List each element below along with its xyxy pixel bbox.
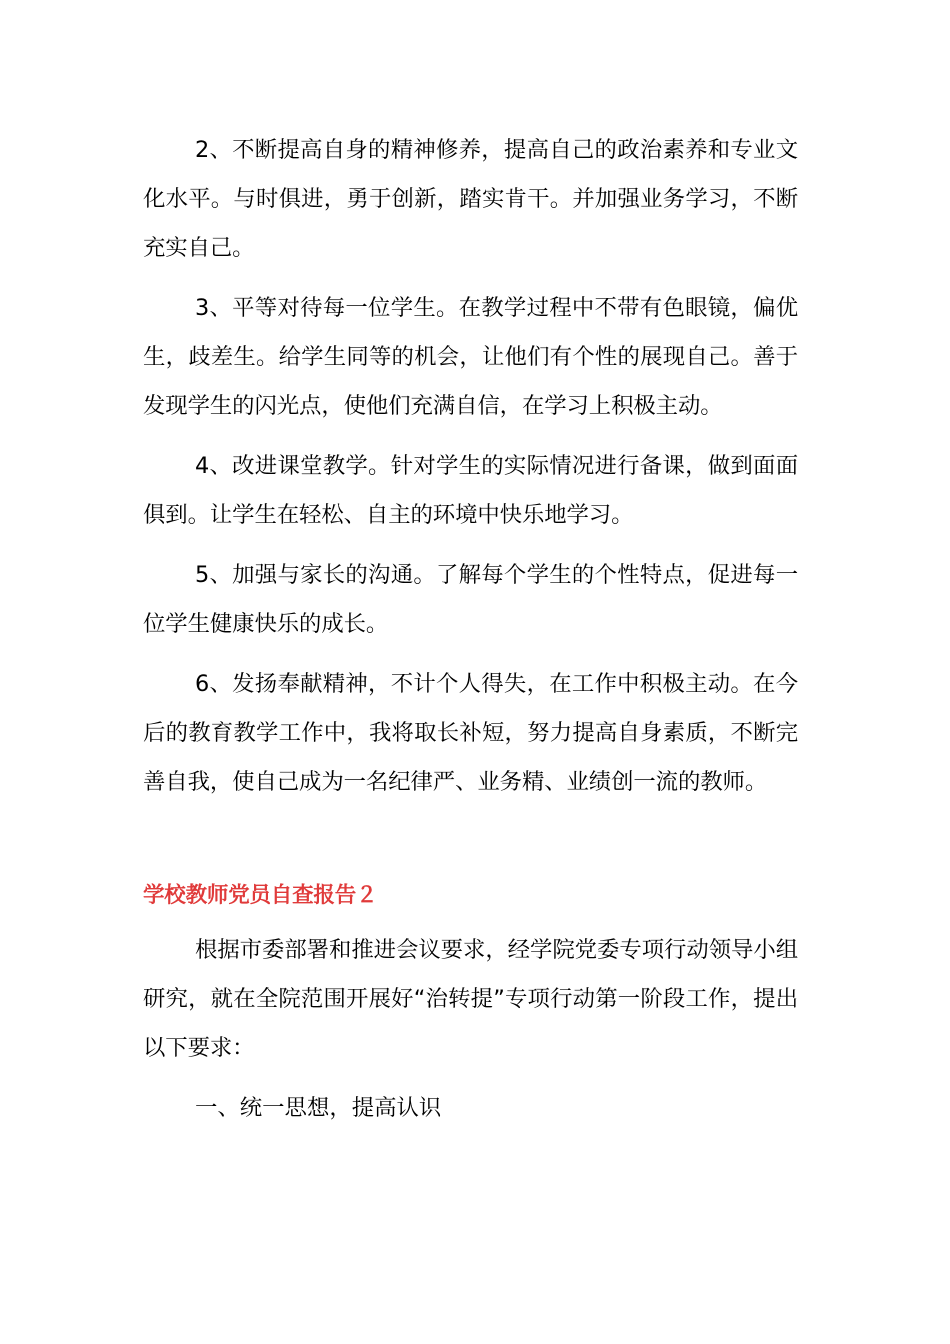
section-title: 学校教师党员自查报告２ xyxy=(143,883,378,908)
paragraph-item-2: 2、不断提高自身的精神修养，提高自己的政治素养和专业文化水平。与时俱进，勇于创新，踏实肯干。并加强业务学习，不断充实自己。 xyxy=(143,137,798,261)
paragraph-item-3: 3、平等对待每一位学生。在教学过程中不带有色眼镜，偏优生，歧差生。给学生同等的机会，让他们有个性的展现自己。善于发现学生的闪光点，使他们充满自信，在学习上积极主动。 xyxy=(143,295,798,419)
document-page xyxy=(143,126,798,1133)
paragraph-item-6: 6、发扬奉献精神，不计个人得失，在工作中积极主动。在今后的教育教学工作中，我将取长补短，努力提高自身素质，不断完善自我，使自己成为一名纪律严、业务精、业绩创一流的教师。 xyxy=(143,671,798,795)
paragraph-item-5: 5、加强与家长的沟通。了解每个学生的个性特点，促进每一位学生健康快乐的成长。 xyxy=(143,562,798,637)
section-spacer xyxy=(143,818,798,876)
intro-paragraph: 根据市委部署和推进会议要求，经学院党委专项行动领导小组研究，就在全院范围开展好“治转提”专项行动第一阶段工作，提出以下要求： xyxy=(143,937,798,1061)
paragraph-item-4: 4、改进课堂教学。针对学生的实际情况进行备课，做到面面俱到。让学生在轻松、自主的环境中快乐地学习。 xyxy=(143,453,798,528)
subheading: 一、统一思想，提高认识 xyxy=(195,1095,442,1121)
